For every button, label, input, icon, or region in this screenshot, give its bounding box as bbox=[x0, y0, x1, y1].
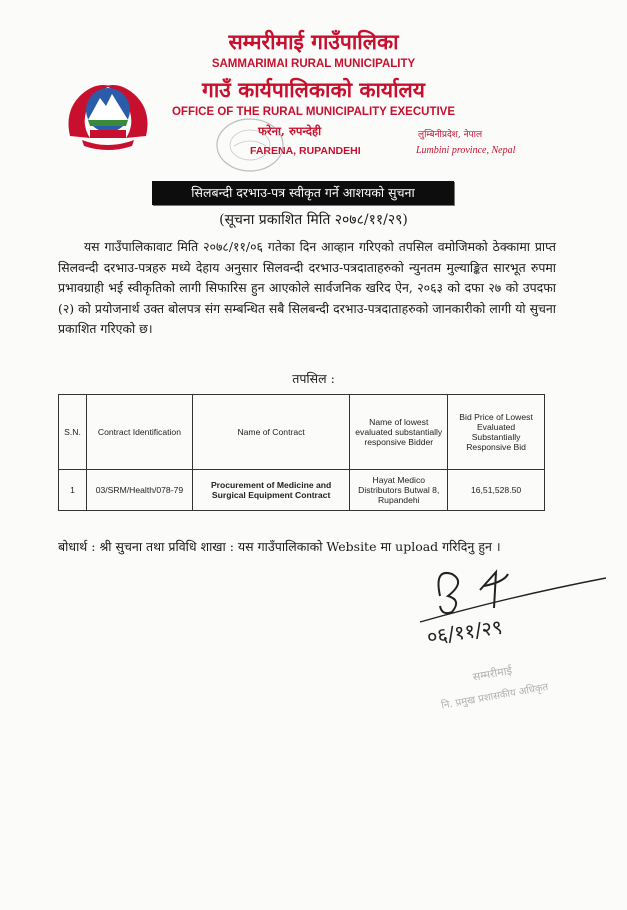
publication-date: (सूचना प्रकाशित मिति २०७८/११/२९) bbox=[219, 212, 408, 228]
address-nepali: फरेना, रुपन्देही bbox=[258, 124, 322, 138]
cell-contract-id: 03/SRM/Health/078-79 bbox=[86, 470, 192, 511]
cell-bid-price: 16,51,528.50 bbox=[448, 470, 545, 511]
bid-table bbox=[58, 394, 545, 511]
cell-contract-name: Procurement of Medicine and Surgical Equipment Contract bbox=[192, 470, 350, 511]
municipality-name-nepali: सम्मरीमाई गाउँपालिका bbox=[228, 29, 399, 54]
signature-date: ०६/११/२९ bbox=[425, 614, 504, 649]
signature-and-stamp bbox=[412, 560, 612, 740]
office-name-nepali: गाउँ कार्यपालिकाको कार्यालय bbox=[202, 77, 425, 102]
province-english: Lumbini province, Nepal bbox=[416, 145, 516, 156]
header-contract-id: Contract Identification bbox=[86, 395, 192, 470]
copy-to-note: बोधार्थ : श्री सुचना तथा प्रविधि शाखा : यस गाउँपालिकाको Website मा upload गरिदिनु हुन । bbox=[58, 539, 501, 554]
province-nepali: लुम्बिनीप्रदेश, नेपाल bbox=[418, 130, 483, 140]
municipality-name-english: SAMMARIMAI RURAL MUNICIPALITY bbox=[211, 58, 416, 70]
table-row bbox=[59, 470, 545, 511]
notice-body-paragraph: यस गाउँपालिकावाट मिति २०७८/११/०६ गतेका दिन आव्हान गरिएको तपसिल वमोजिमको ठेक्कामा प्राप्त सिलवन्दी दरभाउ-पत्रहरु मध्ये देहाय अनुसार सिलवन्दी दरभाउ-पत्रदाताहरुको न्युनतम मुल्याङ्कित सारभूत रुपमा प्रभावग्राही भई स्वीकृतिको लागी सिफारिस हुन आएकोले सार्वजनिक खरिद ऐन, २०६३ को दफा २७ को उपदफा (२) को प्रयोजनार्थ उक्त बोलपत्र संग सम्बन्धित सबै सिलबन्दी दरभाउ-पत्रदाताहरुको जानकारीको लागी यो सुचना प्रकाशित गरिएको छ। bbox=[58, 239, 556, 337]
header-lowest-bidder: Name of lowest evaluated substantially responsive Bidder bbox=[350, 395, 448, 470]
office-name-english: OFFICE OF THE RURAL MUNICIPALITY EXECUTIVE bbox=[171, 106, 456, 118]
table-header-row bbox=[59, 395, 545, 470]
address-english: FARENA, RUPANDEHI bbox=[250, 145, 361, 157]
cell-sn: 1 bbox=[59, 470, 87, 511]
stamp-text-line2: नि. प्रमुख प्रशासकीय अधिकृत bbox=[440, 681, 550, 712]
header-bid-price: Bid Price of Lowest Evaluated Substantially Responsive Bid bbox=[448, 395, 545, 470]
header-contract-name: Name of Contract bbox=[192, 395, 350, 470]
header-sn: S.N. bbox=[59, 395, 87, 470]
cell-bidder: Hayat Medico Distributors Butwal 8, Rupandehi bbox=[350, 470, 448, 511]
notice-title-banner: सिलबन्दी दरभाउ-पत्र स्वीकृत गर्ने आशयको सुचना bbox=[152, 181, 454, 205]
nepal-emblem-logo bbox=[60, 74, 156, 152]
office-stamp-mark bbox=[214, 116, 286, 174]
schedule-heading: तपसिल : bbox=[292, 371, 335, 386]
stamp-text-line1: सम्मरीमाई bbox=[471, 663, 513, 684]
